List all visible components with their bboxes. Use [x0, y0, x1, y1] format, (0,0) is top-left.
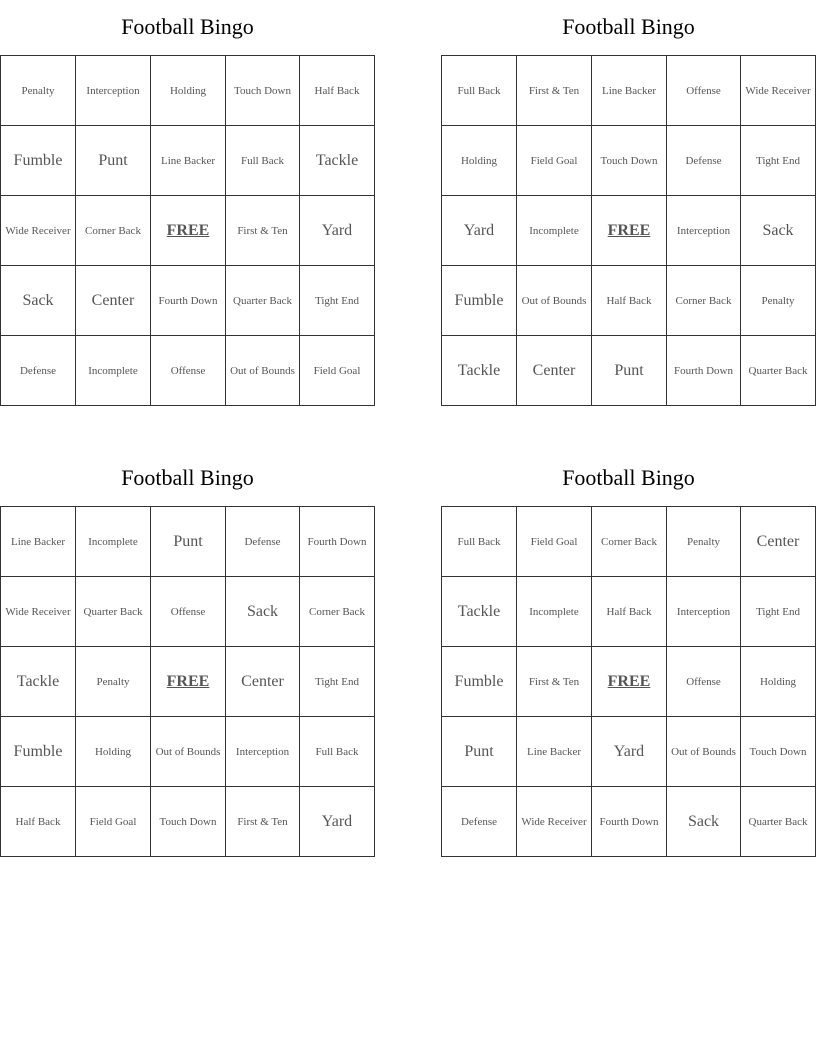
bingo-cell: Touch Down — [226, 56, 300, 126]
bingo-cell: Defense — [226, 507, 300, 577]
free-space: FREE — [151, 196, 226, 266]
bingo-cell: Offense — [667, 647, 741, 717]
bingo-cell: Field Goal — [517, 126, 592, 196]
bingo-card — [441, 463, 816, 857]
bingo-cell: First & Ten — [226, 196, 300, 266]
bingo-cell: Full Back — [226, 126, 300, 196]
bingo-cell: Full Back — [442, 56, 517, 126]
bingo-cell: Fumble — [442, 266, 517, 336]
bingo-cell: Interception — [226, 717, 300, 787]
bingo-grid — [441, 55, 816, 406]
bingo-cell: Corner Back — [592, 507, 667, 577]
bingo-cell: Sack — [741, 196, 816, 266]
bingo-cell: Holding — [76, 717, 151, 787]
bingo-cell: Wide Receiver — [1, 577, 76, 647]
bingo-cell: Holding — [151, 56, 226, 126]
bingo-cell: Sack — [1, 266, 76, 336]
bingo-cell: Tackle — [442, 336, 517, 406]
bingo-cell: Line Backer — [592, 56, 667, 126]
bingo-cell: Fumble — [442, 647, 517, 717]
bingo-cell: Line Backer — [1, 507, 76, 577]
bingo-cell: First & Ten — [226, 787, 300, 857]
bingo-cell: Quarter Back — [226, 266, 300, 336]
bingo-cell: Touch Down — [741, 717, 816, 787]
bingo-cell: Defense — [442, 787, 517, 857]
bingo-cell: Offense — [667, 56, 741, 126]
bingo-cell: Corner Back — [667, 266, 741, 336]
card-title: Football Bingo — [121, 465, 254, 490]
bingo-cell: Yard — [592, 717, 667, 787]
free-space: FREE — [592, 647, 667, 717]
bingo-grid — [0, 55, 375, 406]
bingo-cell: Defense — [667, 126, 741, 196]
bingo-cell: Quarter Back — [76, 577, 151, 647]
bingo-cell: Corner Back — [300, 577, 375, 647]
bingo-cell: Field Goal — [517, 507, 592, 577]
bingo-cell: Fourth Down — [592, 787, 667, 857]
bingo-cell: Out of Bounds — [226, 336, 300, 406]
bingo-cell: Punt — [151, 507, 226, 577]
bingo-cell: Interception — [76, 56, 151, 126]
card-title: Football Bingo — [562, 14, 695, 39]
bingo-card — [0, 12, 375, 406]
bingo-cell: Field Goal — [76, 787, 151, 857]
bingo-cell: Field Goal — [300, 336, 375, 406]
bingo-cell: Center — [76, 266, 151, 336]
bingo-cell: Tight End — [741, 577, 816, 647]
bingo-cell: Out of Bounds — [151, 717, 226, 787]
bingo-cell: Interception — [667, 196, 741, 266]
bingo-cell: Incomplete — [76, 336, 151, 406]
card-title: Football Bingo — [562, 465, 695, 490]
bingo-cell: Incomplete — [76, 507, 151, 577]
bingo-cell: Tight End — [300, 266, 375, 336]
bingo-cell: Yard — [300, 196, 375, 266]
bingo-cell: Half Back — [592, 266, 667, 336]
bingo-cell: Holding — [741, 647, 816, 717]
bingo-cell: Quarter Back — [741, 787, 816, 857]
bingo-cell: Half Back — [1, 787, 76, 857]
bingo-cell: Yard — [442, 196, 517, 266]
bingo-cell: Tight End — [741, 126, 816, 196]
bingo-cell: Out of Bounds — [517, 266, 592, 336]
bingo-cell: Fourth Down — [667, 336, 741, 406]
bingo-cell: Punt — [592, 336, 667, 406]
bingo-cell: Corner Back — [76, 196, 151, 266]
bingo-cell: Line Backer — [151, 126, 226, 196]
bingo-cell: Fourth Down — [151, 266, 226, 336]
bingo-cell: Half Back — [300, 56, 375, 126]
bingo-cell: Penalty — [667, 507, 741, 577]
bingo-cell: Half Back — [592, 577, 667, 647]
bingo-cell: Center — [517, 336, 592, 406]
bingo-cell: Center — [741, 507, 816, 577]
free-space: FREE — [151, 647, 226, 717]
bingo-card — [0, 463, 375, 857]
bingo-cell: Interception — [667, 577, 741, 647]
bingo-cell: Defense — [1, 336, 76, 406]
bingo-cell: Penalty — [741, 266, 816, 336]
bingo-cell: Holding — [442, 126, 517, 196]
bingo-cell: Penalty — [1, 56, 76, 126]
bingo-cell: Out of Bounds — [667, 717, 741, 787]
bingo-cell: Penalty — [76, 647, 151, 717]
bingo-cell: Full Back — [442, 507, 517, 577]
free-space: FREE — [592, 196, 667, 266]
bingo-cell: Yard — [300, 787, 375, 857]
bingo-cell: Wide Receiver — [517, 787, 592, 857]
bingo-grid — [441, 506, 816, 857]
bingo-cell: First & Ten — [517, 647, 592, 717]
card-title: Football Bingo — [121, 14, 254, 39]
bingo-cell: Fumble — [1, 126, 76, 196]
bingo-cell: Offense — [151, 577, 226, 647]
bingo-cell: Touch Down — [151, 787, 226, 857]
bingo-cell: Offense — [151, 336, 226, 406]
bingo-cell: Incomplete — [517, 577, 592, 647]
bingo-cell: Incomplete — [517, 196, 592, 266]
bingo-grid — [0, 506, 375, 857]
bingo-cell: Wide Receiver — [1, 196, 76, 266]
bingo-cell: Fourth Down — [300, 507, 375, 577]
bingo-cell: Line Backer — [517, 717, 592, 787]
bingo-cell: Wide Receiver — [741, 56, 816, 126]
bingo-cell: Tackle — [1, 647, 76, 717]
bingo-cell: Tackle — [300, 126, 375, 196]
bingo-card — [441, 12, 816, 406]
bingo-cell: Quarter Back — [741, 336, 816, 406]
bingo-cell: Full Back — [300, 717, 375, 787]
bingo-cell: Center — [226, 647, 300, 717]
bingo-cell: Tackle — [442, 577, 517, 647]
bingo-cell: Punt — [76, 126, 151, 196]
bingo-cell: Tight End — [300, 647, 375, 717]
bingo-cell: Sack — [226, 577, 300, 647]
bingo-cell: First & Ten — [517, 56, 592, 126]
bingo-cell: Punt — [442, 717, 517, 787]
bingo-cell: Touch Down — [592, 126, 667, 196]
bingo-cell: Sack — [667, 787, 741, 857]
bingo-cell: Fumble — [1, 717, 76, 787]
